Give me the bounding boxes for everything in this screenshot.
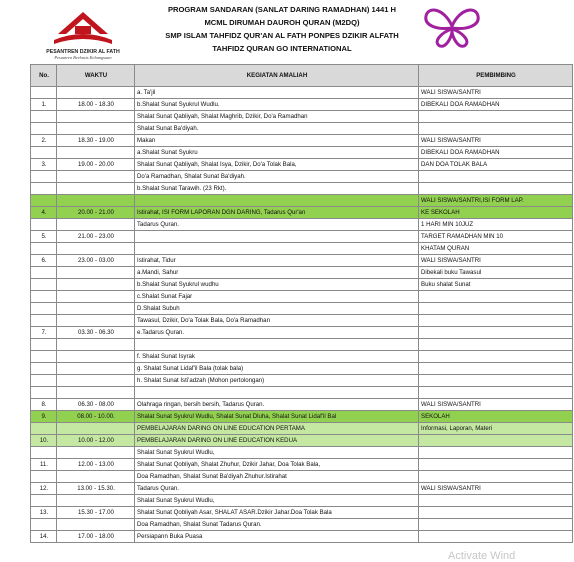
table-row [31,399,573,411]
cell-pembimbing: Informasi, Laporan, Materi [419,423,573,435]
cell-waktu: 17.00 - 18.00 [57,531,135,543]
cell-kegiatan: Istirahat, Tidur [135,255,419,267]
cell-pembimbing: DIBEKALI DOA RAMADHAN [419,99,573,111]
cell-no [31,315,57,327]
table-row [31,423,573,435]
cell-kegiatan: Shalat Sunat Qobliyah, Shalat Zhuhur, Dzikir Jahar, Doa Tolak Bala, [135,459,419,471]
cell-no [31,279,57,291]
table-header-row [31,65,573,87]
cell-waktu [57,279,135,291]
cell-no [31,267,57,279]
activate-windows-watermark: Activate Wind [448,550,516,562]
column-header-no: No. [31,65,57,87]
cell-waktu: 08.00 - 10.00. [57,411,135,423]
cell-waktu [57,471,135,483]
cell-no [31,471,57,483]
document-header [132,3,432,55]
cell-kegiatan: b.Shalat Sunat Syukrul Wudlu. [135,99,419,111]
cell-pembimbing: WALI SISWA/SANTRI,ISI FORM LAP. [419,195,573,207]
cell-kegiatan: Doa Ramadhan, Shalat Sunat Tadarus Quran. [135,519,419,531]
cell-waktu: 18.00 - 18.30 [57,99,135,111]
cell-no: 3. [31,159,57,171]
table-row [31,195,573,207]
cell-waktu: 13.00 - 15.30. [57,483,135,495]
schedule-table [30,64,573,543]
cell-pembimbing [419,111,573,123]
table-row [31,243,573,255]
table-row [31,303,573,315]
cell-kegiatan: Makan [135,135,419,147]
cell-waktu [57,351,135,363]
table-row [31,231,573,243]
header-line-4: TAHFIDZ QURAN GO INTERNATIONAL [212,44,352,53]
cell-no: 8. [31,399,57,411]
table-row [31,99,573,111]
cell-waktu: 19.00 - 20.00 [57,159,135,171]
table-row [31,507,573,519]
cell-pembimbing: WALI SISWA/SANTRI [419,399,573,411]
cell-pembimbing: KE SEKOLAH [419,207,573,219]
cell-kegiatan: b.Shalat Sunat Tarawih. (23 Rkt). [135,183,419,195]
alfath-logo [422,4,482,50]
cell-waktu [57,495,135,507]
table-row [31,435,573,447]
cell-kegiatan: Shalat Sunat Qobliyah Asar, SHALAT ASAR.Dzikir Jahar.Doa Tolak Bala [135,507,419,519]
table-row [31,411,573,423]
cell-pembimbing [419,291,573,303]
cell-pembimbing [419,183,573,195]
cell-no [31,363,57,375]
cell-pembimbing [419,435,573,447]
table-row [31,171,573,183]
cell-pembimbing: KHATAM QURAN [419,243,573,255]
cell-waktu [57,423,135,435]
cell-waktu [57,267,135,279]
table-row [31,267,573,279]
cell-pembimbing: DIBEKALI DOA RAMADHAN [419,147,573,159]
cell-pembimbing [419,375,573,387]
table-row [31,147,573,159]
cell-pembimbing [419,363,573,375]
cell-no [31,195,57,207]
table-row [31,459,573,471]
cell-kegiatan: a.Shalat Sunat Syukru [135,147,419,159]
cell-waktu [57,123,135,135]
cell-no [31,111,57,123]
cell-kegiatan: a. Ta'jil [135,87,419,99]
cell-waktu [57,447,135,459]
table-row [31,327,573,339]
cell-no: 4. [31,207,57,219]
cell-kegiatan: D.Shalat Subuh [135,303,419,315]
column-header-pembimbing: PEMBIMBING [419,65,573,87]
cell-pembimbing: TARGET RAMADHAN MIN 10 [419,231,573,243]
cell-waktu [57,243,135,255]
cell-pembimbing: SEKOLAH [419,411,573,423]
header-line-1: PROGRAM SANDARAN (SANLAT DARING RAMADHAN) 1441 H [167,5,397,14]
cell-no [31,495,57,507]
cell-no: 9. [31,411,57,423]
cell-waktu [57,171,135,183]
cell-waktu [57,387,135,399]
cell-waktu: 21.00 - 23.00 [57,231,135,243]
cell-kegiatan [135,195,419,207]
table-row [31,255,573,267]
cell-waktu: 18.30 - 19.00 [57,135,135,147]
cell-waktu [57,315,135,327]
cell-no: 11. [31,459,57,471]
cell-kegiatan: Shalat Sunat Qabliyah, Shalat Isya, Dzikir, Do'a Tolak Bala, [135,159,419,171]
table-row [31,111,573,123]
cell-waktu: 15.30 - 17.00 [57,507,135,519]
pesantren-logo [28,4,138,60]
cell-no [31,519,57,531]
cell-kegiatan: f. Shalat Sunat Isyrak [135,351,419,363]
cell-no [31,423,57,435]
cell-no: 12. [31,483,57,495]
cell-pembimbing [419,387,573,399]
cell-pembimbing [419,459,573,471]
table-row [31,339,573,351]
cell-pembimbing [419,327,573,339]
cell-waktu [57,87,135,99]
cell-waktu [57,291,135,303]
cell-kegiatan [135,231,419,243]
cell-kegiatan: Doa Ramadhan, Shalat Sunat Ba'diyah Zhuhur.Istirahat [135,471,419,483]
table-row [31,351,573,363]
cell-no [31,291,57,303]
cell-no: 14. [31,531,57,543]
cell-pembimbing [419,531,573,543]
header-line-2: MCML DIRUMAH DAUROH QURAN (M2DQ) [204,18,360,27]
cell-no [31,351,57,363]
cell-waktu [57,375,135,387]
cell-no [31,183,57,195]
cell-kegiatan: g. Shalat Sunat Lidaf'il Bala (tolak bala) [135,363,419,375]
cell-pembimbing: 1 HARI MIN 10JUZ [419,219,573,231]
cell-kegiatan [135,387,419,399]
cell-pembimbing [419,339,573,351]
cell-pembimbing [419,447,573,459]
cell-no [31,243,57,255]
cell-pembimbing [419,303,573,315]
table-row [31,219,573,231]
cell-kegiatan: PEMBELAJARAN DARING ON LINE EDUCATION KEDUA [135,435,419,447]
cell-waktu: 03.30 - 06.30 [57,327,135,339]
cell-kegiatan: Shalat Sunat Qabliyah, Shalat Maghrib, Dzikir, Do'a Ramadhan [135,111,419,123]
table-row [31,363,573,375]
cell-waktu [57,195,135,207]
cell-pembimbing [419,123,573,135]
cell-kegiatan: Tadarus Quran. [135,219,419,231]
cell-no [31,375,57,387]
table-row [31,375,573,387]
cell-no [31,339,57,351]
cell-waktu: 12.00 - 13.00 [57,459,135,471]
table-row [31,123,573,135]
table-row [31,279,573,291]
cell-pembimbing: WALI SISWA/SANTRI [419,87,573,99]
cell-pembimbing [419,315,573,327]
cell-waktu [57,183,135,195]
pesantren-logo-emblem [28,4,138,60]
table-row [31,447,573,459]
cell-no: 2. [31,135,57,147]
cell-kegiatan: Tawasul, Dzikir, Do'a Tolak Bala, Do'a Ramadhan [135,315,419,327]
cell-pembimbing [419,507,573,519]
table-row [31,495,573,507]
table-row [31,291,573,303]
cell-pembimbing [419,519,573,531]
cell-kegiatan: c.Shalat Sunat Fajar [135,291,419,303]
cell-no: 5. [31,231,57,243]
cell-no [31,147,57,159]
cell-waktu [57,111,135,123]
cell-kegiatan: Shalat Sunat Ba'diyah. [135,123,419,135]
cell-waktu [57,519,135,531]
cell-no [31,447,57,459]
cell-no: 7. [31,327,57,339]
cell-kegiatan [135,339,419,351]
table-row [31,519,573,531]
cell-kegiatan: Shalat Sunat Syukrul Wudlu, [135,447,419,459]
cell-no [31,171,57,183]
cell-kegiatan [135,243,419,255]
cell-pembimbing: Buku shalat Sunat [419,279,573,291]
column-header-kegiatan: KEGIATAN AMALIAH [135,65,419,87]
cell-no: 6. [31,255,57,267]
cell-kegiatan: Do'a Ramadhan, Shalat Sunat Ba'diyah. [135,171,419,183]
cell-waktu: 06.30 - 08.00 [57,399,135,411]
logo-subtitle-text: Pesantren Berbasis Kebangsaan [54,55,112,60]
cell-pembimbing [419,171,573,183]
table-row [31,531,573,543]
cell-waktu [57,219,135,231]
cell-no [31,219,57,231]
logo-title-text: PESANTREN DZIKIR AL FATH [46,49,120,55]
cell-kegiatan: Istirahat, ISI FORM LAPORAN DGN DARING, Tadarus Qur'an [135,207,419,219]
cell-kegiatan: PEMBELAJARAN DARING ON LINE EDUCATION PERTAMA [135,423,419,435]
cell-pembimbing: WALI SISWA/SANTRI [419,483,573,495]
table-row [31,183,573,195]
cell-no [31,387,57,399]
cell-no: 13. [31,507,57,519]
cell-kegiatan: Tadarus Quran. [135,483,419,495]
cell-no: 10. [31,435,57,447]
cell-waktu [57,363,135,375]
cell-waktu: 23.00 - 03.00 [57,255,135,267]
column-header-waktu: WAKTU [57,65,135,87]
cell-kegiatan: Olahraga ringan, bersih bersih, Tadarus Quran. [135,399,419,411]
cell-waktu: 10.00 - 12.00 [57,435,135,447]
table-row [31,471,573,483]
cell-kegiatan: e.Tadarus Quran. [135,327,419,339]
header-line-3: SMP ISLAM TAHFIDZ QUR'AN AL FATH PONPES DZIKIR ALFATH [165,31,399,40]
cell-kegiatan: Shalat Sunat Syukrul Wudlu, Shalat Sunat Dluha, Shalat Sunat Lidaf'il Bal [135,411,419,423]
cell-kegiatan: h. Shalat Sunat Isti'adzah (Mohon pertolongan) [135,375,419,387]
cell-waktu [57,339,135,351]
cell-no [31,123,57,135]
table-row [31,483,573,495]
table-row [31,135,573,147]
cell-waktu [57,303,135,315]
butterfly-logo-icon [422,4,482,50]
cell-pembimbing [419,471,573,483]
table-row [31,207,573,219]
cell-pembimbing: WALI SISWA/SANTRI [419,135,573,147]
cell-no [31,303,57,315]
cell-waktu [57,147,135,159]
cell-kegiatan: Persiapann Buka Puasa [135,531,419,543]
table-row [31,87,573,99]
cell-no [31,87,57,99]
table-row [31,387,573,399]
cell-pembimbing [419,351,573,363]
cell-pembimbing: Dibekali buku Tawasul [419,267,573,279]
table-row [31,315,573,327]
cell-pembimbing: WALI SISWA/SANTRI [419,255,573,267]
cell-pembimbing: DAN DOA TOLAK BALA [419,159,573,171]
cell-kegiatan: b.Shalat Sunat Syukrul wudhu [135,279,419,291]
table-row [31,159,573,171]
cell-kegiatan: a.Mandi, Sahur [135,267,419,279]
cell-no: 1. [31,99,57,111]
cell-kegiatan: Shalat Sunat Syukrul Wudlu, [135,495,419,507]
cell-waktu: 20.00 - 21.00 [57,207,135,219]
cell-pembimbing [419,495,573,507]
